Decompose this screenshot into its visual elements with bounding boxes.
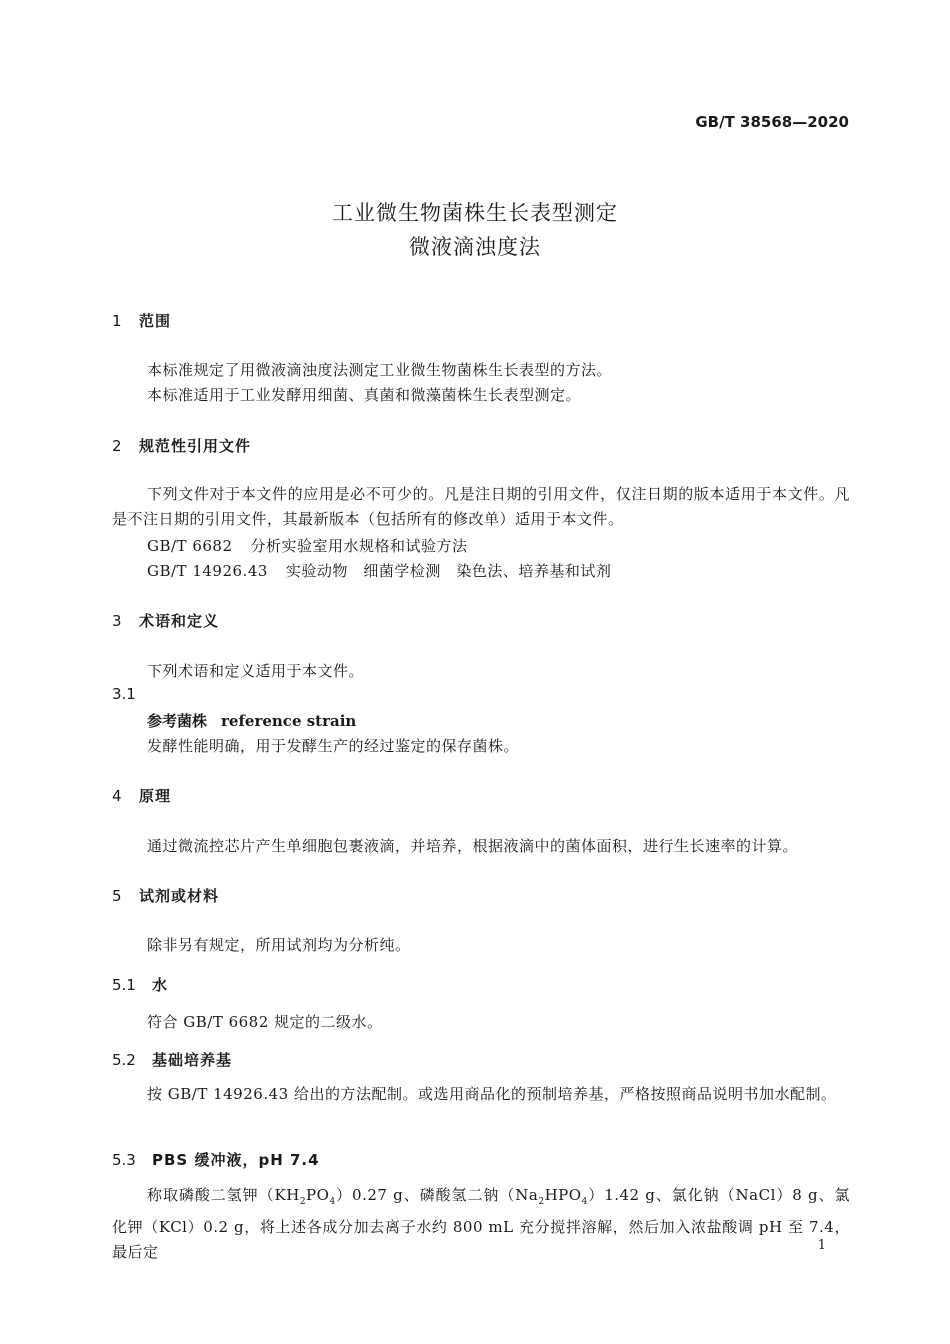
term-english: reference strain (221, 712, 357, 730)
subsection-5-2-heading (112, 1049, 232, 1070)
document-title-line2: 微液滴浊度法 (409, 235, 541, 259)
section-5-heading (112, 885, 219, 906)
paragraph: 下列文件对于本文件的应用是必不可少的。凡是注日期的引用文件，仅注日期的版本适用于本文件。凡是不注日期的引用文件，其最新版本（包括所有的修改单）适用于本文件。 (112, 485, 850, 528)
reference-title: 分析实验室用水规格和试验方法 (250, 537, 468, 555)
paragraph: 通过微流控芯片产生单细胞包裹液滴，并培养，根据液滴中的菌体面积，进行生长速率的计算。 (147, 837, 799, 855)
reference-title: 实验动物 细菌学检测 染色法、培养基和试剂 (285, 562, 612, 580)
subsection-5-3-heading (112, 1149, 320, 1170)
section-title: 术语和定义 (139, 612, 220, 630)
paragraph: 下列术语和定义适用于本文件。 (147, 662, 365, 680)
section-title: 规范性引用文件 (139, 437, 252, 455)
paragraph: 按 GB/T 14926.43 给出的方法配制。或选用商品化的预制培养基，严格按照商品说明书加水配制。 (147, 1085, 837, 1103)
section-number: 5.2 (112, 1051, 136, 1069)
subsection-5-1-heading (112, 974, 168, 995)
section-number: 1 (112, 312, 122, 330)
reference-item (147, 560, 611, 581)
reference-code: GB/T 14926.43 (147, 562, 268, 580)
paragraph: 本标准规定了用微液滴浊度法测定工业微生物菌株生长表型的方法。 (147, 361, 613, 379)
section-number: 4 (112, 787, 122, 805)
section-number: 5.3 (112, 1151, 136, 1169)
paragraph: 除非另有规定，所用试剂均为分析纯。 (147, 936, 411, 954)
term-chinese: 参考菌株 (147, 712, 208, 730)
section-4-heading (112, 785, 171, 806)
reference-item (147, 535, 468, 556)
section-title: 原理 (139, 787, 172, 805)
section-title: 基础培养基 (152, 1051, 233, 1069)
term-definition: 发酵性能明确，用于发酵生产的经过鉴定的保存菌株。 (147, 737, 520, 755)
reference-code: GB/T 6682 (147, 537, 233, 555)
section-number: 3 (112, 612, 122, 630)
section-1-heading (112, 310, 171, 331)
standard-number: GB/T 38568—2020 (695, 113, 849, 131)
section-number: 5 (112, 887, 122, 905)
paragraph: 本标准适用于工业发酵用细菌、真菌和微藻菌株生长表型测定。 (147, 386, 582, 404)
section-title: PBS 缓冲液，pH 7.4 (152, 1151, 320, 1169)
page-number: 1 (817, 1238, 826, 1253)
section-2-heading (112, 435, 251, 456)
paragraph: 称取磷酸二氢钾$(KH_2PO_4)0.27$ g、磷酸氢二钠$(Na_2HPO_4)1.42$ g、氯化钠（NaCl）8 g、氯化钾（KCl）0.2 g，将上述各成分加去离子水约 800 mL 充分搅拌溶解，然后加入浓盐酸调 pH 至 7.4，最后定 (112, 1186, 850, 1261)
section-title: 范围 (139, 312, 172, 330)
paragraph: 符合 GB/T 6682 规定的二级水。 (147, 1013, 383, 1031)
section-3-heading (112, 610, 219, 631)
section-title: 水 (152, 976, 169, 994)
section-title: 试剂或材料 (139, 887, 220, 905)
section-number: 2 (112, 437, 122, 455)
term-entry (147, 710, 356, 731)
document-title-line1: 工业微生物菌株生长表型测定 (332, 201, 618, 225)
section-number: 5.1 (112, 976, 136, 994)
term-number: 3.1 (112, 685, 136, 703)
